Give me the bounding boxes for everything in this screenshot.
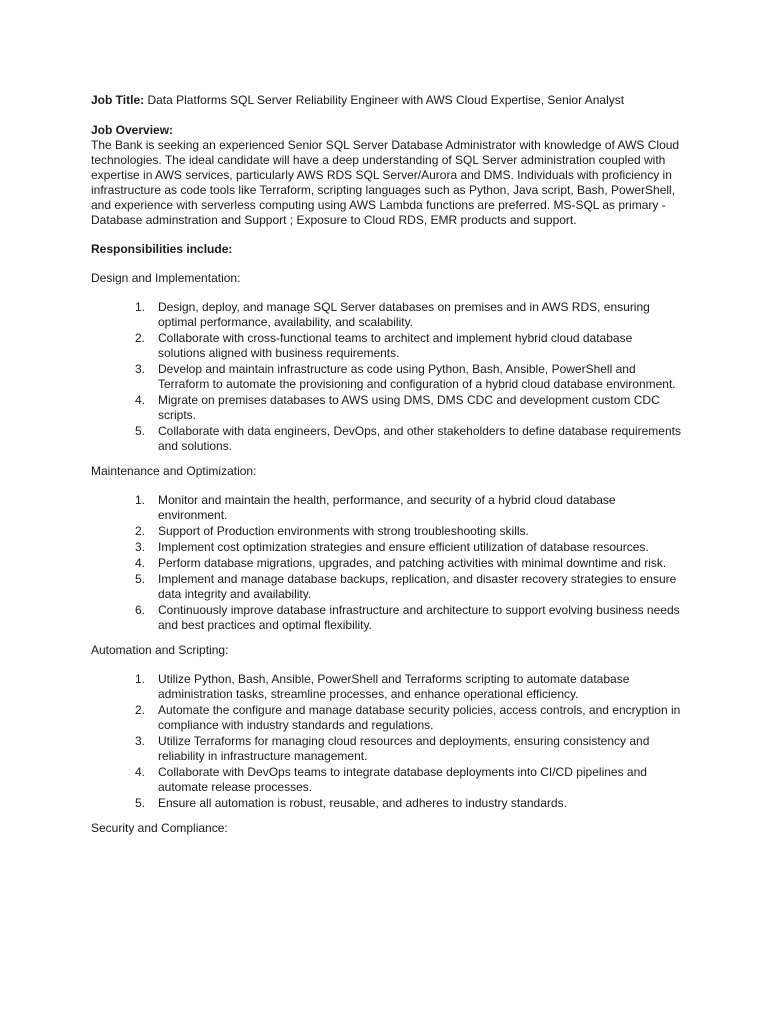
list-item <box>91 524 681 539</box>
list-number: 4. <box>135 393 146 407</box>
list-number: 3. <box>135 734 146 748</box>
list-number: 1. <box>135 300 146 314</box>
list-item <box>91 672 681 702</box>
list-item <box>91 734 681 764</box>
job-title-label: Job Title: <box>91 93 145 107</box>
overview-heading: Job Overview: <box>91 123 174 137</box>
automation-scripting-list <box>91 672 681 811</box>
list-item-text: Develop and maintain infrastructure as code using Python, Bash, Ansible, PowerShell and Terraform to automate the provisioning and configuration of a hybrid cloud database environment. <box>158 362 676 391</box>
list-item <box>91 556 681 571</box>
list-number: 5. <box>135 796 146 810</box>
list-number: 4. <box>135 765 146 779</box>
list-item <box>91 540 681 555</box>
list-number: 2. <box>135 524 146 538</box>
section-heading-automation-scripting: Automation and Scripting: <box>91 643 229 657</box>
list-number: 2. <box>135 331 146 345</box>
list-item-text: Monitor and maintain the health, performance, and security of a hybrid cloud database environment. <box>158 493 616 522</box>
section-heading-maintenance-optimization: Maintenance and Optimization: <box>91 464 257 478</box>
job-title-value: Data Platforms SQL Server Reliability Engineer with AWS Cloud Expertise, Senior Analyst <box>144 93 625 107</box>
section-heading-design-implementation: Design and Implementation: <box>91 271 241 285</box>
list-item-text: Collaborate with cross-functional teams to architect and implement hybrid cloud database solutions aligned with business requirements. <box>158 331 633 360</box>
list-item <box>91 603 681 633</box>
list-item-text: Perform database migrations, upgrades, and patching activities with minimal downtime and risk. <box>158 556 667 570</box>
list-item-text: Utilize Python, Bash, Ansible, PowerShell and Terraforms scripting to automate database administration tasks, streamline processes, and enhance operational efficiency. <box>158 672 630 701</box>
maintenance-optimization-list <box>91 493 681 633</box>
list-item <box>91 362 681 392</box>
list-number: 5. <box>135 572 146 586</box>
document-page <box>91 93 681 850</box>
list-item <box>91 493 681 523</box>
list-item <box>91 796 681 811</box>
list-item-text: Utilize Terraforms for managing cloud resources and deployments, ensuring consistency and reliability in infrastructure management. <box>158 734 650 763</box>
list-item-text: Implement and manage database backups, replication, and disaster recovery strategies to ensure data integrity and availability. <box>158 572 677 601</box>
list-item <box>91 300 681 330</box>
list-number: 6. <box>135 603 146 617</box>
list-item-text: Automate the configure and manage database security policies, access controls, and encryption in compliance with industry standards and regulations. <box>158 703 681 732</box>
responsibilities-heading: Responsibilities include: <box>91 242 233 256</box>
list-item <box>91 703 681 733</box>
list-item <box>91 572 681 602</box>
list-item-text: Collaborate with DevOps teams to integrate database deployments into CI/CD pipelines and automate release processes. <box>158 765 647 794</box>
list-item-text: Continuously improve database infrastructure and architecture to support evolving business needs and best practices and optimal flexibility. <box>158 603 680 632</box>
list-item <box>91 424 681 454</box>
list-item-text: Implement cost optimization strategies and ensure efficient utilization of database resources. <box>158 540 649 554</box>
list-item-text: Migrate on premises databases to AWS using DMS, DMS CDC and development custom CDC scripts. <box>158 393 660 422</box>
section-heading-security-compliance: Security and Compliance: <box>91 821 228 835</box>
list-item-text: Design, deploy, and manage SQL Server databases on premises and in AWS RDS, ensuring optimal performance, availability, and scalability. <box>158 300 650 329</box>
list-number: 5. <box>135 424 146 438</box>
list-number: 3. <box>135 540 146 554</box>
list-item <box>91 765 681 795</box>
list-number: 1. <box>135 672 146 686</box>
job-title-line <box>91 93 681 108</box>
list-item-text: Ensure all automation is robust, reusable, and adheres to industry standards. <box>158 796 567 810</box>
list-item <box>91 393 681 423</box>
list-number: 2. <box>135 703 146 717</box>
list-number: 1. <box>135 493 146 507</box>
list-number: 3. <box>135 362 146 376</box>
overview-text: The Bank is seeking an experienced Senior SQL Server Database Administrator with knowledge of AWS Cloud technologies. The ideal candidate will have a deep understanding of SQL Server administration coupled with expertise in AWS services, particularly AWS RDS SQL Server/Aurora and DMS. Individuals with proficiency in infrastructure as code tools like Terraform, scripting languages such as Python, Java script, Bash, PowerShell, and experience with serverless computing using AWS Lambda functions are preferred. MS-SQL as primary - Database adminstration and Support ; Exposure to Cloud RDS, EMR products and support. <box>91 138 680 227</box>
design-implementation-list <box>91 300 681 454</box>
list-item-text: Collaborate with data engineers, DevOps, and other stakeholders to define database requirements and solutions. <box>158 424 681 453</box>
list-item-text: Support of Production environments with strong troubleshooting skills. <box>158 524 529 538</box>
list-item <box>91 331 681 361</box>
list-number: 4. <box>135 556 146 570</box>
